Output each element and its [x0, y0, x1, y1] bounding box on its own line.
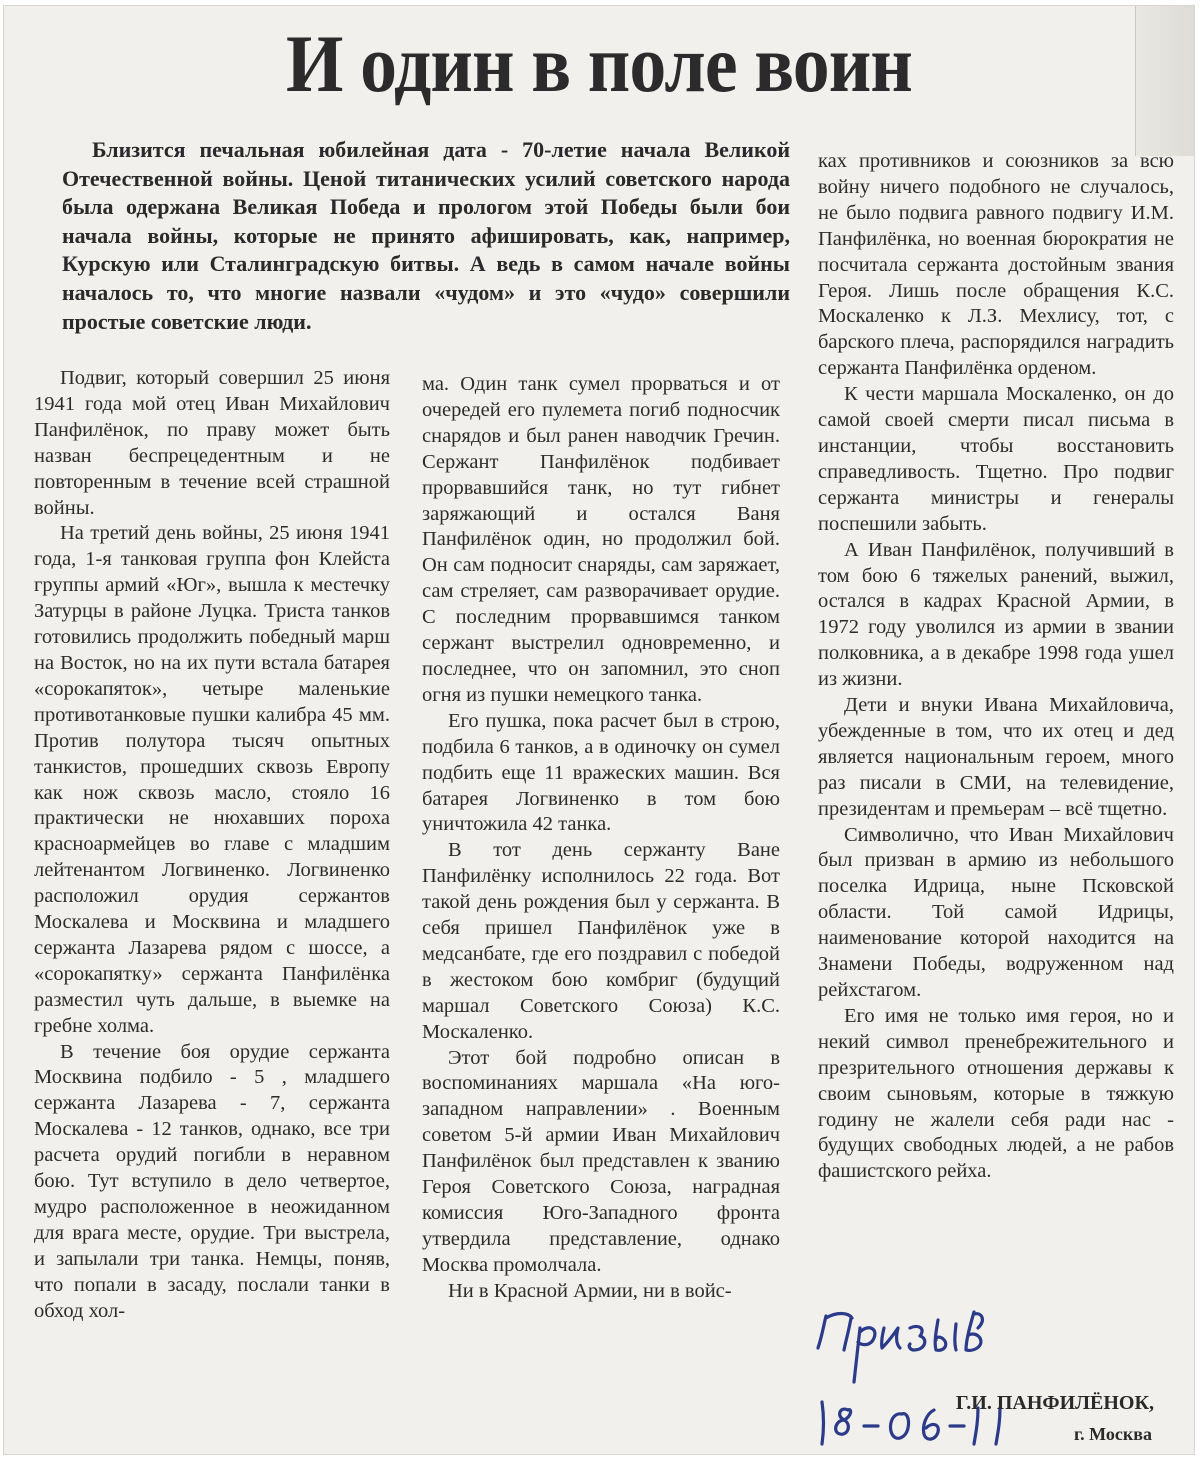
author-city: г. Москва	[1074, 1424, 1152, 1444]
handwritten-annotation	[814, 1306, 1034, 1456]
article-headline: И один в поле воин	[286, 18, 912, 109]
paragraph: Его пушка, пока расчет был в строю, подбила 6 танков, а в одиночку он сумел подбить еще 11 вражеских машин. Вся батарея Логвиненко в том бою уничтожила 42 танка.	[422, 709, 780, 836]
paragraph: Подвиг, который совершил 25 июня 1941 года мой отец Иван Михайлович Панфилёнок, по праву может быть назван беспрецедентным и не повторенным в течение всей страшной войны.	[34, 367, 390, 519]
text-column-1	[34, 366, 390, 1325]
text-column-3	[818, 149, 1174, 1185]
paragraph: Символично, что Иван Михайлович был призван в армию из небольшого поселка Идрица, ныне Псковской области. Той самой Идрицы, наименование которой находится на Знамени Победы, водруженном над рейхстагом.	[818, 823, 1174, 1001]
paragraph: К чести маршала Москаленко, он до самой своей смерти писал письма в инстанции, чтобы восстановить справедливость. Тщетно. Про подвиг сержанта министры и генералы поспешили забыть.	[818, 383, 1174, 535]
paragraph: Его имя не только имя героя, но и некий символ пренебрежительного и презрительного отношения державы к своим сыновьям, которые в тяжкую годину не жалели себя ради нас - будущих свободных людей, а не рабов фашистского рейха.	[818, 1004, 1174, 1183]
paragraph: ма. Один танк сумел прорваться и от очередей его пулемета погиб подносчик снарядов и был ранен наводчик Гречин. Сержант Панфилёнок подбивает прорвавшийся танк, но тут гибнет заряжающий и остался Ваня Панфилёнок один, но продолжил бой. Он сам подносит снаряды, сам заряжает, сам стреляет, сам разворачивает орудие. С последним прорвавшимся танком сержант выстрелил одновременно, и последнее, что он запомнил, это сноп огня из пушки немецкого танка.	[422, 373, 780, 706]
paragraph: На третий день войны, 25 июня 1941 года, 1-я танковая группа фон Клейста группы армий «Юг», вышла к местечку Затурцы в районе Луцка. Триста танков готовились продолжить победный марш на Восток, но на их пути встала батарея «сорокапяток», четыре маленькие противотанковые пушки калибра 45 мм. Против полутора тысяч опытных танкистов, прошедших сквозь Европу как нож сквозь масло, стояло 16 практически не нюхавших пороха красноармейцев во главе с младшим лейтенантом Логвиненко. Логвиненко расположил орудия сержантов Москалева и Москвина и младшего сержанта Лазарева рядом с шоссе, а «сорокапятку» сержанта Панфилёнка разместил чуть дальше, в выемке на гребне холма.	[34, 522, 390, 1037]
text-column-2	[422, 372, 780, 1305]
paragraph: А Иван Панфилёнок, получивший в том бою 6 тяжелых ранений, выжил, остался в кадрах Красной Армии, в 1972 году уволился из армии в звании полковника, а в декабре 1998 года ушел из жизни.	[818, 538, 1174, 691]
newspaper-clipping	[4, 6, 1194, 1454]
paragraph: Этот бой подробно описан в воспоминаниях маршала «На юго-западном направлении» . Военным советом 5-й армии Иван Михайлович Панфилёнок был представлен к званию Героя Советского Союза, наградная комиссия Юго-Западного фронта утвердила представление, однако Москва промолчала.	[422, 1046, 780, 1276]
paragraph: Ни в Красной Армии, ни в войс-	[448, 1279, 732, 1302]
adjacent-page-edge	[1135, 6, 1194, 156]
paragraph: Дети и внуки Ивана Михайловича, убежденные в том, что их отец и дед является национальным героем, много раз писали в СМИ, на телевидение, президентам и премьерам – всё тщетно.	[818, 694, 1174, 820]
paragraph: ках противников и союзников за всю войну ничего подобного не случалось, не было подвига равного подвигу И.М. Панфилёнка, но военная бюрократия не посчитала сержанта достойным звания Героя. Лишь после обращения К.С. Москаленко к Л.З. Мехлису, тот, с барского плеча, распорядился наградить сержанта Панфилёнка орденом.	[818, 150, 1174, 380]
article-lead: Близится печальная юбилейная дата - 70-летие начала Великой Отечественной войны. Ценой титанических усилий советского народа была одержана Великая Победа и прологом этой Победы были бои начала войны, которые не принято афишировать, как, например, Курскую или Сталинградскую битвы. А ведь в самом начале войны началось то, что многие назвали «чудом» и это «чудо» совершили простые советские люди.	[62, 137, 790, 334]
paragraph: В течение боя орудие сержанта Москвина подбило - 5 , младшего сержанта Лазарева - 7, сержанта Москалева - 12 танков, однако, все три расчета орудий погибли в неравном бою. Тут вступило в дело четвертое, мудро расположенное в неожиданном для врага месте, орудие. Три выстрела, и запылали три танка. Немцы, поняв, что попали в засаду, послали танки в обход хол-	[34, 1040, 390, 1322]
paragraph: В тот день сержанту Ване Панфилёнку исполнилось 22 года. Вот такой день рождения был у сержанта. В себя пришел Панфилёнок уже в медсанбате, где его поздравил с победой в жестоком бою комбриг (будущий маршал Советского Союза) К.С. Москаленко.	[422, 839, 780, 1043]
author-name: Г.И. ПАНФИЛЁНОК,	[955, 1392, 1154, 1414]
